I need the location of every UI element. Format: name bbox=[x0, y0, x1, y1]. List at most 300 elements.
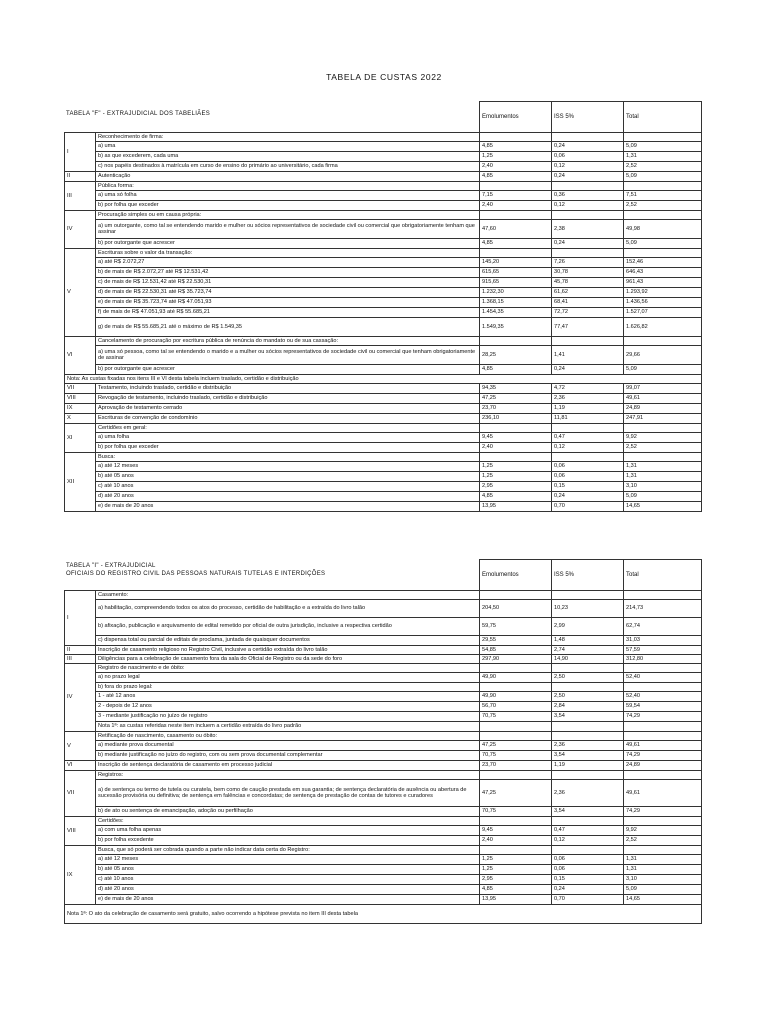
item-description: a) no prazo legal bbox=[96, 673, 480, 683]
total-cell: 14,65 bbox=[624, 895, 702, 905]
table-row bbox=[65, 182, 702, 191]
iss-cell: 0,24 bbox=[552, 239, 624, 249]
table-row bbox=[65, 172, 702, 182]
table-row bbox=[65, 453, 702, 462]
iss-cell bbox=[552, 249, 624, 258]
total-cell: 5,09 bbox=[624, 142, 702, 152]
iss-cell: 0,06 bbox=[552, 462, 624, 472]
table-i-heading-line-1: TABELA "I" - EXTRAJUDICIAL bbox=[66, 563, 156, 569]
col-iss-header: ISS 5% bbox=[552, 560, 624, 591]
item-description: a) com uma folha apenas bbox=[96, 826, 480, 836]
emolumentos-cell: 2,40 bbox=[480, 836, 552, 846]
total-cell: 247,91 bbox=[624, 414, 702, 424]
item-description: e) de mais de R$ 35.723,74 até R$ 47.051,93 bbox=[96, 298, 480, 308]
total-cell: 5,09 bbox=[624, 239, 702, 249]
table-f-header-row bbox=[65, 102, 702, 133]
emolumentos-cell bbox=[480, 591, 552, 600]
iss-cell: 0,12 bbox=[552, 443, 624, 453]
emolumentos-cell: 47,25 bbox=[480, 394, 552, 404]
emolumentos-cell bbox=[480, 771, 552, 780]
total-cell bbox=[624, 249, 702, 258]
emolumentos-cell: 9,45 bbox=[480, 433, 552, 443]
table-row bbox=[65, 337, 702, 346]
table-row bbox=[65, 664, 702, 673]
table-row bbox=[65, 346, 702, 365]
total-cell: 214,73 bbox=[624, 600, 702, 618]
total-cell bbox=[624, 846, 702, 855]
table-row bbox=[65, 865, 702, 875]
total-cell: 29,66 bbox=[624, 346, 702, 365]
table-row bbox=[65, 201, 702, 211]
iss-cell: 14,90 bbox=[552, 655, 624, 664]
total-cell: 2,52 bbox=[624, 162, 702, 172]
item-number: V bbox=[65, 732, 96, 761]
total-cell: 49,61 bbox=[624, 780, 702, 807]
item-description: 2 - depois de 12 anos bbox=[96, 702, 480, 712]
iss-cell: 3,54 bbox=[552, 751, 624, 761]
total-cell: 62,74 bbox=[624, 618, 702, 636]
total-cell: 3,10 bbox=[624, 875, 702, 885]
iss-cell bbox=[552, 182, 624, 191]
total-cell bbox=[624, 591, 702, 600]
emolumentos-cell: 297,90 bbox=[480, 655, 552, 664]
table-row bbox=[65, 152, 702, 162]
emolumentos-cell: 1.549,35 bbox=[480, 318, 552, 337]
item-description: 1 - até 12 anos bbox=[96, 692, 480, 702]
emolumentos-cell: 47,25 bbox=[480, 780, 552, 807]
item-description: c) dispensa total ou parcial de editais de proclama, juntada de quaisquer documentos bbox=[96, 636, 480, 646]
item-description: Certidões: bbox=[96, 817, 480, 826]
iss-cell bbox=[552, 664, 624, 673]
item-description: Inscrição de sentença declaratória de casamento em processo judicial bbox=[96, 761, 480, 771]
total-cell: 1,31 bbox=[624, 152, 702, 162]
emolumentos-cell: 1,25 bbox=[480, 855, 552, 865]
item-description: Retificação de nascimento, casamento ou óbito: bbox=[96, 732, 480, 741]
emolumentos-cell: 2,95 bbox=[480, 875, 552, 885]
emolumentos-cell bbox=[480, 337, 552, 346]
item-number: VIII bbox=[65, 394, 96, 404]
total-cell: 59,54 bbox=[624, 702, 702, 712]
iss-cell: 2,74 bbox=[552, 646, 624, 655]
iss-cell: 0,70 bbox=[552, 895, 624, 905]
item-description: Busca, que só poderá ser cobrada quando a parte não indicar data certa do Registro: bbox=[96, 846, 480, 855]
item-description: Escrituras sobre o valor da transação: bbox=[96, 249, 480, 258]
emolumentos-cell bbox=[480, 133, 552, 142]
iss-cell: 10,23 bbox=[552, 600, 624, 618]
iss-cell: 0,24 bbox=[552, 365, 624, 375]
item-description: b) por outorgante que acrescer bbox=[96, 239, 480, 249]
iss-cell bbox=[552, 133, 624, 142]
table-row bbox=[65, 722, 702, 732]
emolumentos-cell bbox=[480, 664, 552, 673]
table-f bbox=[64, 101, 702, 512]
emolumentos-cell: 9,45 bbox=[480, 826, 552, 836]
emolumentos-cell: 4,85 bbox=[480, 142, 552, 152]
table-row bbox=[65, 365, 702, 375]
emolumentos-cell: 1.368,15 bbox=[480, 298, 552, 308]
table-row bbox=[65, 817, 702, 826]
total-cell: 74,29 bbox=[624, 807, 702, 817]
item-description: b) por folha que exceder bbox=[96, 201, 480, 211]
item-description: Inscrição de casamento religioso no Registro Civil, inclusive a certidão extraída do livro talão bbox=[96, 646, 480, 655]
table-row bbox=[65, 618, 702, 636]
item-description: a) até 12 meses bbox=[96, 462, 480, 472]
iss-cell: 0,12 bbox=[552, 201, 624, 211]
iss-cell: 0,70 bbox=[552, 502, 624, 512]
item-description: b) até 05 anos bbox=[96, 472, 480, 482]
table-row bbox=[65, 502, 702, 512]
emolumentos-cell: 49,90 bbox=[480, 673, 552, 683]
table-row bbox=[65, 771, 702, 780]
total-cell bbox=[624, 817, 702, 826]
total-cell: 49,61 bbox=[624, 741, 702, 751]
iss-cell: 0,24 bbox=[552, 885, 624, 895]
emolumentos-cell: 70,75 bbox=[480, 751, 552, 761]
item-description: b) afixação, publicação e arquivamento de edital remetido por oficial de outra jurisdição, inclusive a respectiva certidão bbox=[96, 618, 480, 636]
table-row bbox=[65, 741, 702, 751]
table-row bbox=[65, 655, 702, 664]
table-row bbox=[65, 683, 702, 692]
table-row bbox=[65, 462, 702, 472]
iss-cell bbox=[552, 337, 624, 346]
iss-cell: 0,24 bbox=[552, 142, 624, 152]
item-number: I bbox=[65, 133, 96, 172]
emolumentos-cell: 56,70 bbox=[480, 702, 552, 712]
table-row bbox=[65, 318, 702, 337]
table-row bbox=[65, 298, 702, 308]
emolumentos-cell: 204,50 bbox=[480, 600, 552, 618]
emolumentos-cell: 236,10 bbox=[480, 414, 552, 424]
table-row bbox=[65, 761, 702, 771]
iss-cell bbox=[552, 591, 624, 600]
table-row bbox=[65, 249, 702, 258]
emolumentos-cell: 54,85 bbox=[480, 646, 552, 655]
emolumentos-cell: 2,40 bbox=[480, 162, 552, 172]
emolumentos-cell bbox=[480, 817, 552, 826]
table-row bbox=[65, 836, 702, 846]
emolumentos-cell: 49,90 bbox=[480, 692, 552, 702]
item-description: b) as que excederem, cada uma bbox=[96, 152, 480, 162]
item-description: a) uma só pessoa, como tal se entendendo o marido e a mulher ou sócios representativos de sociedade civil ou comercial que tenham obrigatoriamente de assinar bbox=[96, 346, 480, 365]
item-description: b) fora do prazo legal: bbox=[96, 683, 480, 692]
iss-cell: 0,12 bbox=[552, 162, 624, 172]
iss-cell bbox=[552, 771, 624, 780]
table-row bbox=[65, 492, 702, 502]
item-number: X bbox=[65, 414, 96, 424]
iss-cell: 1,19 bbox=[552, 761, 624, 771]
item-number: XII bbox=[65, 453, 96, 512]
total-cell bbox=[624, 732, 702, 741]
emolumentos-cell: 2,95 bbox=[480, 482, 552, 492]
iss-cell: 2,50 bbox=[552, 673, 624, 683]
emolumentos-cell: 915,65 bbox=[480, 278, 552, 288]
table-row bbox=[65, 905, 702, 924]
item-description: a) até R$ 2.072,27 bbox=[96, 258, 480, 268]
item-number: II bbox=[65, 646, 96, 655]
total-cell: 1,31 bbox=[624, 865, 702, 875]
emolumentos-cell: 4,85 bbox=[480, 172, 552, 182]
emolumentos-cell bbox=[480, 211, 552, 220]
iss-cell: 3,54 bbox=[552, 807, 624, 817]
iss-cell: 1,41 bbox=[552, 346, 624, 365]
emolumentos-cell: 4,85 bbox=[480, 365, 552, 375]
emolumentos-cell: 145,20 bbox=[480, 258, 552, 268]
iss-cell: 0,06 bbox=[552, 472, 624, 482]
table-row bbox=[65, 673, 702, 683]
iss-cell: 2,36 bbox=[552, 780, 624, 807]
emolumentos-cell: 29,55 bbox=[480, 636, 552, 646]
item-number: IX bbox=[65, 404, 96, 414]
item-number: IX bbox=[65, 846, 96, 905]
iss-cell: 0,24 bbox=[552, 492, 624, 502]
table-row bbox=[65, 239, 702, 249]
table-row bbox=[65, 591, 702, 600]
table-i-header-row bbox=[65, 560, 702, 591]
item-description: b) por outorgante que acrescer bbox=[96, 365, 480, 375]
iss-cell bbox=[552, 683, 624, 692]
item-number: IV bbox=[65, 664, 96, 732]
emolumentos-cell bbox=[480, 732, 552, 741]
total-cell bbox=[624, 211, 702, 220]
item-description: a) até 12 meses bbox=[96, 855, 480, 865]
emolumentos-cell: 13,95 bbox=[480, 895, 552, 905]
table-row bbox=[65, 780, 702, 807]
table-row bbox=[65, 482, 702, 492]
iss-cell: 77,47 bbox=[552, 318, 624, 337]
item-description: a) uma bbox=[96, 142, 480, 152]
table-f-heading-line: TABELA "F" - EXTRAJUDICIAL DOS TABELIÃES bbox=[66, 111, 211, 117]
iss-cell: 0,06 bbox=[552, 855, 624, 865]
table-row bbox=[65, 268, 702, 278]
emolumentos-cell: 47,60 bbox=[480, 220, 552, 239]
col-total-header: Total bbox=[624, 560, 702, 591]
table-row bbox=[65, 855, 702, 865]
item-description: 3 - mediante justificação no juízo de registro bbox=[96, 712, 480, 722]
emolumentos-cell: 1,25 bbox=[480, 865, 552, 875]
iss-cell bbox=[552, 846, 624, 855]
item-description: Aprovação de testamento cerrado bbox=[96, 404, 480, 414]
iss-cell: 30,78 bbox=[552, 268, 624, 278]
total-cell: 2,52 bbox=[624, 443, 702, 453]
table-row bbox=[65, 220, 702, 239]
emolumentos-cell: 70,75 bbox=[480, 712, 552, 722]
item-description: Busca: bbox=[96, 453, 480, 462]
emolumentos-cell: 94,35 bbox=[480, 384, 552, 394]
emolumentos-cell: 28,25 bbox=[480, 346, 552, 365]
emolumentos-cell bbox=[480, 453, 552, 462]
total-cell: 49,98 bbox=[624, 220, 702, 239]
table-row bbox=[65, 133, 702, 142]
emolumentos-cell: 4,85 bbox=[480, 885, 552, 895]
total-cell: 1.293,92 bbox=[624, 288, 702, 298]
emolumentos-cell: 7,15 bbox=[480, 191, 552, 201]
table-row bbox=[65, 162, 702, 172]
item-description: d) até 20 anos bbox=[96, 885, 480, 895]
iss-cell: 0,06 bbox=[552, 865, 624, 875]
total-cell: 1,31 bbox=[624, 472, 702, 482]
iss-cell: 0,12 bbox=[552, 836, 624, 846]
total-cell: 5,09 bbox=[624, 172, 702, 182]
iss-cell: 61,62 bbox=[552, 288, 624, 298]
iss-cell: 4,72 bbox=[552, 384, 624, 394]
table-row bbox=[65, 211, 702, 220]
item-description: Certidões em geral: bbox=[96, 424, 480, 433]
total-cell bbox=[624, 664, 702, 673]
item-description: Procuração simples ou em causa própria: bbox=[96, 211, 480, 220]
emolumentos-cell: 23,70 bbox=[480, 761, 552, 771]
emolumentos-cell: 1,25 bbox=[480, 472, 552, 482]
item-description: b) de ato ou sentença de emancipação, adoção ou perfilhação bbox=[96, 807, 480, 817]
total-cell: 1.436,56 bbox=[624, 298, 702, 308]
table-row bbox=[65, 712, 702, 722]
iss-cell bbox=[552, 453, 624, 462]
table-row bbox=[65, 308, 702, 318]
total-cell: 1.527,07 bbox=[624, 308, 702, 318]
iss-cell: 0,15 bbox=[552, 482, 624, 492]
table-row bbox=[65, 732, 702, 741]
table-note: Nota: As custas fixadas nos itens III e VI desta tabela incluem traslado, certidão e distribuição bbox=[65, 375, 702, 384]
iss-cell: 7,26 bbox=[552, 258, 624, 268]
total-cell bbox=[624, 722, 702, 732]
iss-cell: 2,36 bbox=[552, 741, 624, 751]
table-row bbox=[65, 443, 702, 453]
iss-cell: 2,38 bbox=[552, 220, 624, 239]
table-row bbox=[65, 600, 702, 618]
item-number: VII bbox=[65, 384, 96, 394]
iss-cell: 0,36 bbox=[552, 191, 624, 201]
emolumentos-cell bbox=[480, 182, 552, 191]
total-cell: 1,31 bbox=[624, 462, 702, 472]
emolumentos-cell: 23,70 bbox=[480, 404, 552, 414]
total-cell bbox=[624, 424, 702, 433]
col-total-header: Total bbox=[624, 102, 702, 133]
iss-cell: 2,84 bbox=[552, 702, 624, 712]
item-description: f) de mais de R$ 47.051,93 até R$ 55.685,21 bbox=[96, 308, 480, 318]
table-row bbox=[65, 278, 702, 288]
total-cell: 5,09 bbox=[624, 365, 702, 375]
total-cell bbox=[624, 133, 702, 142]
item-description: b) mediante justificação no juízo do registro, com ou sem prova documental complementar bbox=[96, 751, 480, 761]
table-row bbox=[65, 375, 702, 384]
table-row bbox=[65, 258, 702, 268]
iss-cell: 3,54 bbox=[552, 712, 624, 722]
emolumentos-cell: 4,85 bbox=[480, 239, 552, 249]
total-cell: 152,46 bbox=[624, 258, 702, 268]
table-row bbox=[65, 424, 702, 433]
emolumentos-cell: 2,40 bbox=[480, 443, 552, 453]
total-cell: 74,29 bbox=[624, 712, 702, 722]
iss-cell: 0,15 bbox=[552, 875, 624, 885]
total-cell: 49,61 bbox=[624, 394, 702, 404]
item-description: Registros: bbox=[96, 771, 480, 780]
emolumentos-cell: 1,25 bbox=[480, 152, 552, 162]
emolumentos-cell bbox=[480, 683, 552, 692]
emolumentos-cell: 1,25 bbox=[480, 462, 552, 472]
total-cell: 99,07 bbox=[624, 384, 702, 394]
item-number: VIII bbox=[65, 817, 96, 846]
item-description: b) por folha excedente bbox=[96, 836, 480, 846]
iss-cell bbox=[552, 817, 624, 826]
document-title: TABELA DE CUSTAS 2022 bbox=[326, 72, 442, 82]
total-cell: 9,92 bbox=[624, 433, 702, 443]
item-description: Casamento: bbox=[96, 591, 480, 600]
item-description: a) uma só folha bbox=[96, 191, 480, 201]
total-cell: 2,52 bbox=[624, 836, 702, 846]
item-description: c) nos papéis destinados à matrícula em curso de ensino do primário ao universitário, cada firma bbox=[96, 162, 480, 172]
col-emolumentos-header: Emolumentos bbox=[480, 560, 552, 591]
table-note: Nota 1ª: O ato da celebração de casamento será gratuito, salvo ocorrendo a hipótese prevista no item III desta tabela bbox=[65, 905, 702, 924]
total-cell: 52,40 bbox=[624, 673, 702, 683]
iss-cell bbox=[552, 732, 624, 741]
table-row bbox=[65, 895, 702, 905]
iss-cell: 1,48 bbox=[552, 636, 624, 646]
item-description: Pública forma: bbox=[96, 182, 480, 191]
emolumentos-cell bbox=[480, 846, 552, 855]
iss-cell bbox=[552, 211, 624, 220]
iss-cell bbox=[552, 424, 624, 433]
table-i-heading-line-2: OFICIAIS DO REGISTRO CIVIL DAS PESSOAS NATURAIS TUTELAS E INTERDIÇÕES bbox=[66, 570, 326, 577]
item-description: a) mediante prova documental bbox=[96, 741, 480, 751]
table-row bbox=[65, 807, 702, 817]
total-cell: 646,43 bbox=[624, 268, 702, 278]
item-description: Cancelamento de procuração por escritura pública de renúncia do mandato ou de sua cassação: bbox=[96, 337, 480, 346]
emolumentos-cell: 1.454,35 bbox=[480, 308, 552, 318]
total-cell bbox=[624, 683, 702, 692]
col-iss-header: ISS 5% bbox=[552, 102, 624, 133]
item-description: a) uma folha bbox=[96, 433, 480, 443]
emolumentos-cell bbox=[480, 424, 552, 433]
total-cell: 31,03 bbox=[624, 636, 702, 646]
table-row bbox=[65, 646, 702, 655]
item-description: b) por folha que exceder bbox=[96, 443, 480, 453]
iss-cell: 68,41 bbox=[552, 298, 624, 308]
total-cell: 5,09 bbox=[624, 492, 702, 502]
total-cell bbox=[624, 453, 702, 462]
item-description: e) de mais de 20 anos bbox=[96, 502, 480, 512]
item-description: a) um outorgante, como tal se entendendo marido e mulher ou sócios representativos de sociedade civil ou comercial que obrigatoriamente tenham que assinar bbox=[96, 220, 480, 239]
total-cell: 74,29 bbox=[624, 751, 702, 761]
total-cell: 24,89 bbox=[624, 404, 702, 414]
item-number: IV bbox=[65, 211, 96, 249]
total-cell: 5,09 bbox=[624, 885, 702, 895]
emolumentos-cell: 13,95 bbox=[480, 502, 552, 512]
emolumentos-cell: 1.232,30 bbox=[480, 288, 552, 298]
total-cell: 1.626,82 bbox=[624, 318, 702, 337]
iss-cell: 0,47 bbox=[552, 826, 624, 836]
total-cell: 961,43 bbox=[624, 278, 702, 288]
total-cell: 312,80 bbox=[624, 655, 702, 664]
item-description: c) até 10 anos bbox=[96, 482, 480, 492]
item-description: b) até 05 anos bbox=[96, 865, 480, 875]
item-number: VI bbox=[65, 337, 96, 375]
item-number: V bbox=[65, 249, 96, 337]
iss-cell: 11,81 bbox=[552, 414, 624, 424]
total-cell: 52,40 bbox=[624, 692, 702, 702]
table-row bbox=[65, 702, 702, 712]
total-cell: 57,59 bbox=[624, 646, 702, 655]
iss-cell bbox=[552, 722, 624, 732]
col-emolumentos-header: Emolumentos bbox=[480, 102, 552, 133]
item-number: III bbox=[65, 655, 96, 664]
emolumentos-cell: 4,85 bbox=[480, 492, 552, 502]
item-description: Autenticação bbox=[96, 172, 480, 182]
table-row bbox=[65, 191, 702, 201]
total-cell: 14,65 bbox=[624, 502, 702, 512]
item-number: VII bbox=[65, 771, 96, 817]
emolumentos-cell: 615,65 bbox=[480, 268, 552, 278]
item-description: Revogação de testamento, incluindo traslado, certidão e distribuição bbox=[96, 394, 480, 404]
emolumentos-cell bbox=[480, 249, 552, 258]
